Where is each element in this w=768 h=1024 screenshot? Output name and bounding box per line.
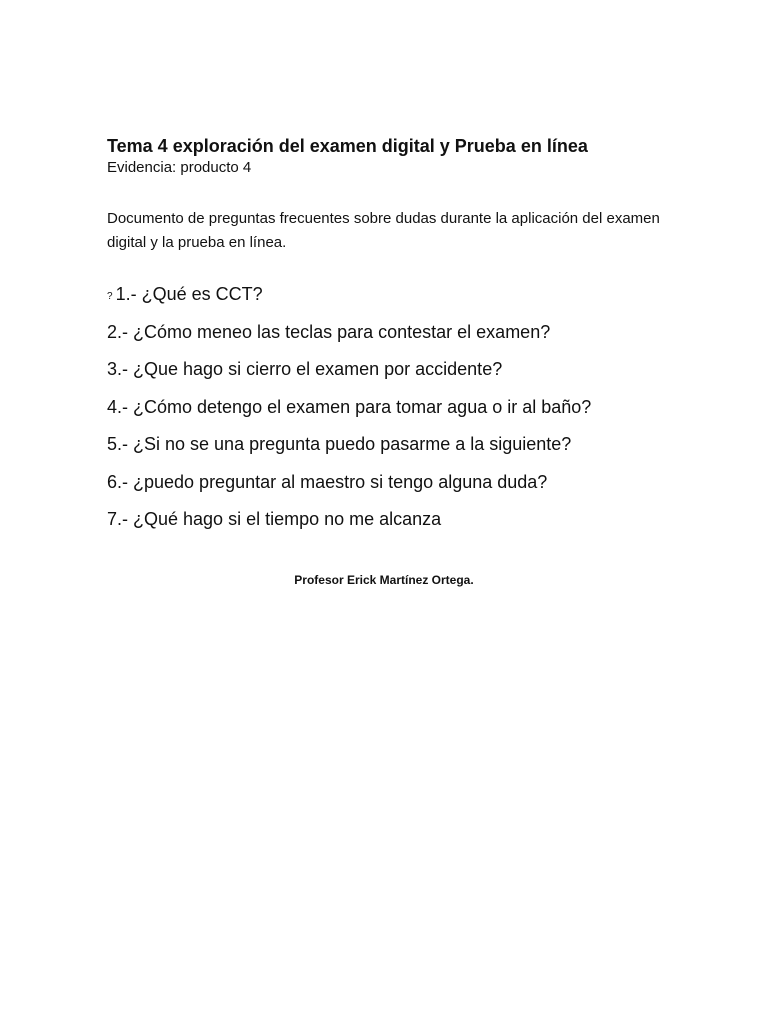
faq-question-3: 3.- ¿Que hago si cierro el examen por accidente? xyxy=(107,359,503,379)
faq-question-list xyxy=(107,282,591,545)
faq-question-text: 1.- ¿Qué es CCT? xyxy=(115,284,263,304)
document-description: Documento de preguntas frecuentes sobre dudas durante la aplicación del examen digital y la prueba en línea. xyxy=(107,210,660,251)
faq-question-7: 7.- ¿Qué hago si el tiempo no me alcanza xyxy=(107,509,442,529)
question-marker: ? xyxy=(107,291,113,302)
faq-question-2: 2.- ¿Cómo meneo las teclas para contestar el examen? xyxy=(107,321,551,342)
teacher-signature: Profesor Erick Martínez Ortega. xyxy=(294,573,474,587)
faq-question-4: 4.- ¿Cómo detengo el examen para tomar agua o ir al baño? xyxy=(107,396,592,417)
evidence-line: Evidencia: producto 4 xyxy=(107,159,252,176)
faq-question-5: 5.- ¿Si no se una pregunta puedo pasarme a la siguiente? xyxy=(107,434,572,454)
faq-question-1 xyxy=(107,282,591,320)
faq-question-6: 6.- ¿puedo preguntar al maestro si tengo alguna duda? xyxy=(107,471,548,492)
document-title: Tema 4 exploración del examen digital y Prueba en línea xyxy=(107,136,588,157)
